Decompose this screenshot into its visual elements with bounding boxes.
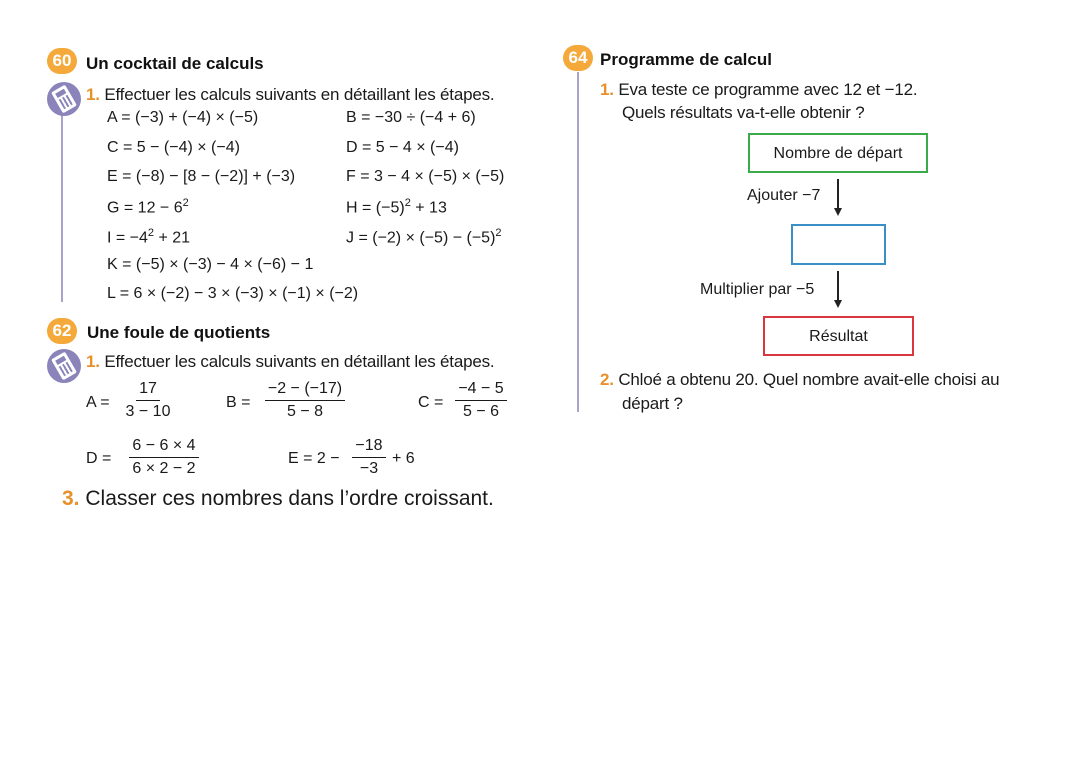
calc-E: E = (−8) − [8 − (−2)] + (−3) xyxy=(107,168,296,185)
flowchart-result-box: Résultat xyxy=(763,316,914,356)
quotient-C-fraction xyxy=(450,380,512,421)
question-number: 1. xyxy=(600,80,614,99)
calc-A: A = (−3) + (−4) × (−5) xyxy=(107,109,259,126)
calc-G-exponent: 2 xyxy=(182,197,189,209)
calc-K: K = (−5) × (−3) − 4 × (−6) − 1 xyxy=(107,256,314,273)
calc-H-exponent: 2 xyxy=(404,197,411,209)
calc-G xyxy=(107,197,189,217)
flowchart-arrow-2 xyxy=(837,271,839,301)
quotient-A-numerator: 17 xyxy=(136,380,160,401)
calc-C: C = 5 − (−4) × (−4) xyxy=(107,139,240,156)
exercise-60-badge: 60 xyxy=(47,48,77,74)
exercise-60-margin-line xyxy=(61,110,63,302)
quotient-E-denominator: −3 xyxy=(359,460,379,477)
flowchart-start-box: Nombre de départ xyxy=(748,133,928,173)
quotient-D-label: D = xyxy=(86,450,112,467)
quotient-D-denominator: 6 × 2 − 2 xyxy=(132,460,196,477)
calc-J xyxy=(346,227,502,247)
calc-H-rest: + 13 xyxy=(410,199,447,217)
question-text-line-1: Eva teste ce programme avec 12 et −12. xyxy=(618,80,918,99)
quotient-E-numerator: −18 xyxy=(352,437,385,458)
exercise-64-margin-line xyxy=(577,72,579,412)
calc-D: D = 5 − 4 × (−4) xyxy=(346,139,459,156)
quotient-E-fraction xyxy=(348,437,390,478)
quotient-B-numerator: −2 − (−17) xyxy=(265,380,345,401)
calc-J-exponent: 2 xyxy=(495,227,502,239)
question-text: Classer ces nombres dans l’ordre croissant. xyxy=(85,487,494,510)
exercise-64-question-1 xyxy=(600,80,917,100)
question-number: 2. xyxy=(600,370,614,389)
question-number: 1. xyxy=(86,85,100,104)
exercise-60-title: Un cocktail de calculs xyxy=(86,54,264,73)
quotient-B-denominator: 5 − 8 xyxy=(286,403,324,420)
calc-L: L = 6 × (−2) − 3 × (−3) × (−1) × (−2) xyxy=(107,285,359,302)
flowchart-arrow-1 xyxy=(837,179,839,209)
calculator-icon xyxy=(47,349,81,383)
flowchart-arrow-1-head xyxy=(834,208,842,216)
question-number: 3. xyxy=(62,487,80,510)
question-text-line-1: Chloé a obtenu 20. Quel nombre avait-elle choisi au xyxy=(618,370,1000,389)
exercise-64-question-2-line-2: départ ? xyxy=(622,394,683,413)
exercise-64-title: Programme de calcul xyxy=(600,50,772,69)
exercise-64-question-1-line-2: Quels résultats va-t-elle obtenir ? xyxy=(622,103,865,122)
flowchart-step-1-label: Ajouter −7 xyxy=(747,187,821,204)
quotient-A-fraction xyxy=(118,380,178,421)
exercise-62-badge: 62 xyxy=(47,318,77,344)
exercise-64-question-2 xyxy=(600,370,999,390)
quotient-B-label: B = xyxy=(226,394,251,411)
quotient-C-label: C = xyxy=(418,394,444,411)
calc-G-base: G = 12 − 6 xyxy=(107,199,183,217)
quotient-B-fraction xyxy=(258,380,352,421)
calculator-icon xyxy=(47,82,81,116)
exercise-64-badge: 64 xyxy=(563,45,593,71)
calc-I xyxy=(107,227,190,247)
question-number: 1. xyxy=(86,352,100,371)
flowchart-middle-box xyxy=(791,224,886,265)
exercise-62-title: Une foule de quotients xyxy=(87,323,271,342)
flowchart-step-2-label: Multiplier par −5 xyxy=(700,281,815,298)
quotient-D-fraction xyxy=(122,437,206,478)
exercise-62-question-3 xyxy=(62,487,494,511)
calc-I-rest: + 21 xyxy=(154,229,191,247)
calc-J-base: J = (−2) × (−5) − (−5) xyxy=(346,229,496,247)
question-text: Effectuer les calculs suivants en détaillant les étapes. xyxy=(104,352,495,371)
exercise-62-question-1 xyxy=(86,352,494,372)
quotient-A-label: A = xyxy=(86,394,110,411)
calc-F: F = 3 − 4 × (−5) × (−5) xyxy=(346,168,505,185)
calc-B: B = −30 ÷ (−4 + 6) xyxy=(346,109,476,126)
quotient-C-numerator: −4 − 5 xyxy=(455,380,506,401)
quotient-C-denominator: 5 − 6 xyxy=(462,403,500,420)
calc-H xyxy=(346,197,447,217)
question-text: Effectuer les calculs suivants en détaillant les étapes. xyxy=(104,85,495,104)
calc-I-exponent: 2 xyxy=(147,227,155,239)
quotient-E-tail: + 6 xyxy=(392,450,415,467)
calc-I-base: I = −4 xyxy=(107,229,148,247)
flowchart-arrow-2-head xyxy=(834,300,842,308)
calc-H-base: H = (−5) xyxy=(346,199,405,217)
quotient-D-numerator: 6 − 6 × 4 xyxy=(129,437,198,458)
exercise-60-question-1 xyxy=(86,85,494,105)
quotient-A-denominator: 3 − 10 xyxy=(125,403,171,420)
quotient-E-label: E = 2 − xyxy=(288,450,340,467)
